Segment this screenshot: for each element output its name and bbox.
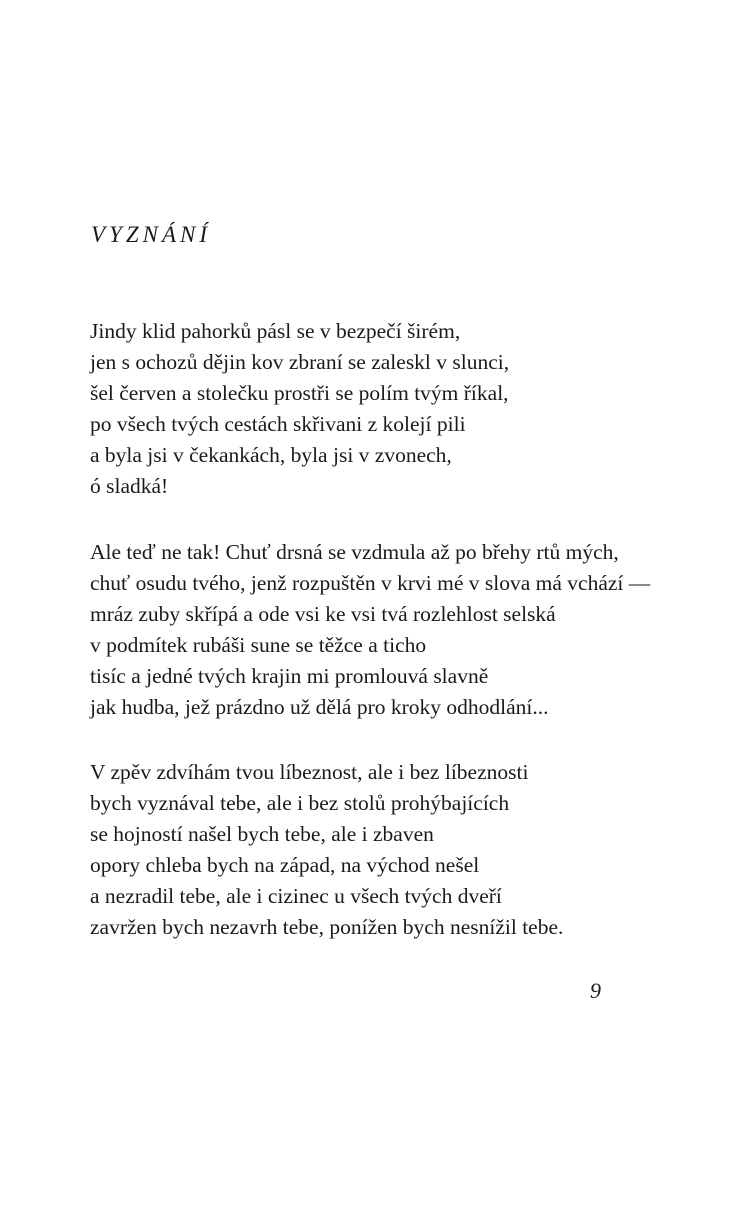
poem-line: Ale teď ne tak! Chuť drsná se vzdmula až po břehy rtů mých, [90, 540, 619, 564]
poem-line: V zpěv zdvíhám tvou líbeznost, ale i bez líbeznosti [90, 760, 529, 784]
page-number: 9 [590, 978, 601, 1003]
poem-line: ó sladká! [90, 474, 169, 498]
poem-line: Jindy klid pahorků pásl se v bezpečí širém, [90, 319, 461, 343]
poem-line: jak hudba, jež prázdno už dělá pro kroky odhodlání... [90, 695, 549, 719]
stanza-2 [90, 537, 650, 723]
poem-title: VYZNÁNÍ [91, 222, 212, 247]
poem-line: a byla jsi v čekankách, byla jsi v zvonech, [90, 443, 452, 467]
poem-line: zavržen bych nezavrh tebe, ponížen bych nesnížil tebe. [90, 915, 564, 939]
stanza-3 [90, 757, 563, 943]
poem-line: mráz zuby skřípá a ode vsi ke vsi tvá rozlehlost selská [90, 602, 556, 626]
poem-line: se hojností našel bych tebe, ale i zbaven [90, 822, 434, 846]
poem-line: jen s ochozů dějin kov zbraní se zaleskl v slunci, [90, 350, 510, 374]
poem-line: po všech tvých cestách skřivani z kolejí pili [90, 412, 466, 436]
poem-line: šel červen a stolečku prostři se polím tvým říkal, [90, 381, 509, 405]
poem-line: chuť osudu tvého, jenž rozpuštěn v krvi mé v slova má vchází — [90, 571, 651, 595]
poem-line: tisíc a jedné tvých krajin mi promlouvá slavně [90, 664, 489, 688]
poem-line: v podmítek rubáši sune se těžce a ticho [90, 633, 427, 657]
stanza-1 [90, 316, 509, 502]
poem-line: a nezradil tebe, ale i cizinec u všech tvých dveří [90, 884, 502, 908]
poem-line: bych vyznával tebe, ale i bez stolů prohýbajících [90, 791, 510, 815]
poem-line: opory chleba bych na západ, na východ nešel [90, 853, 480, 877]
